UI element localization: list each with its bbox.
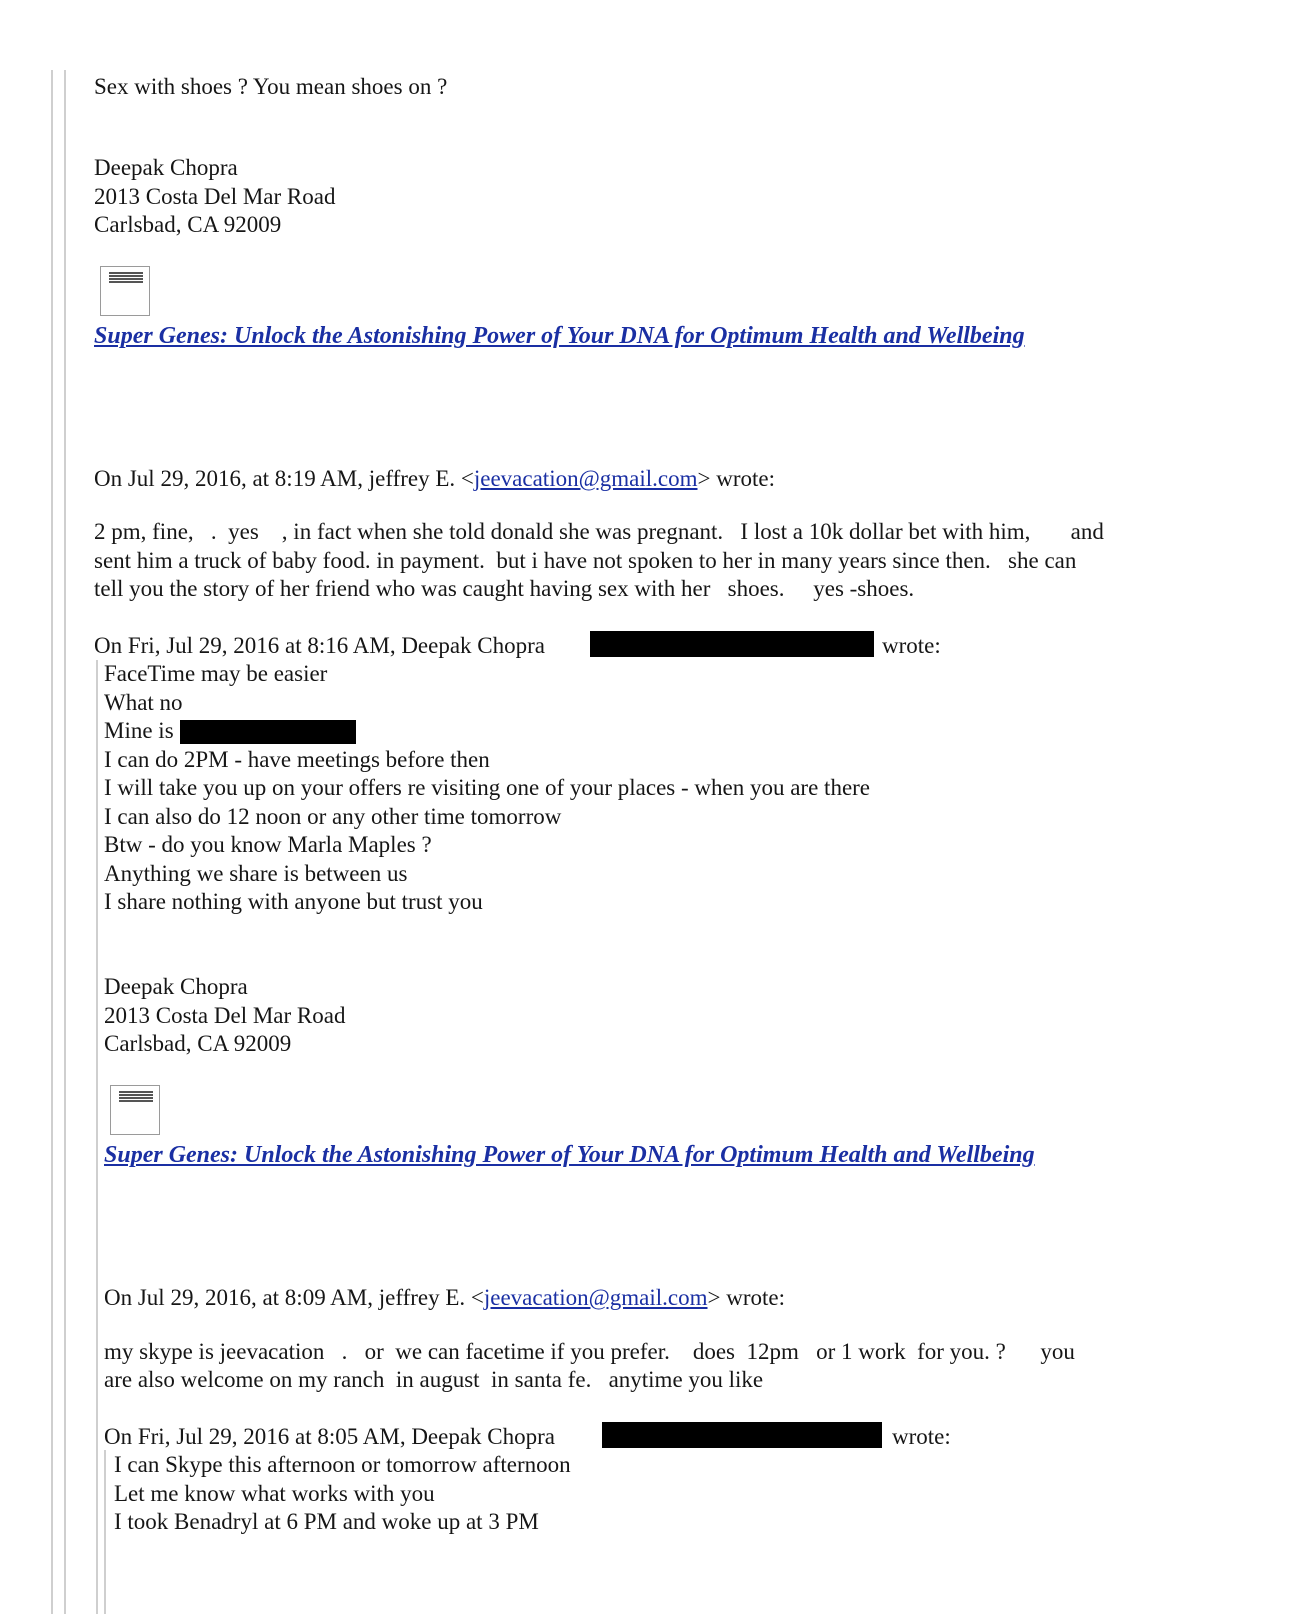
- email-link[interactable]: jeevacation@gmail.com: [483, 1285, 708, 1310]
- quote3-header-suffix: > wrote:: [707, 1285, 785, 1310]
- quote1-header-suffix: > wrote:: [697, 466, 775, 491]
- quote4-line: Let me know what works with you: [114, 1481, 435, 1506]
- signature-city: Carlsbad, CA 92009: [104, 1031, 292, 1056]
- quote2-header-suffix: wrote:: [882, 633, 941, 658]
- image-placeholder-icon: [119, 1091, 153, 1102]
- redaction-bar: [590, 631, 874, 657]
- quote3-header: [104, 1283, 785, 1312]
- quote1-body-line: sent him a truck of baby food. in payment. but i have not spoken to her in many years since then. she can: [94, 548, 1077, 573]
- top-reply: Sex with shoes ? You mean shoes on ?: [94, 74, 448, 99]
- redaction-bar: [180, 720, 356, 744]
- email-link[interactable]: jeevacation@gmail.com: [473, 466, 698, 491]
- signature-name: Deepak Chopra: [104, 974, 248, 999]
- signature-street: 2013 Costa Del Mar Road: [104, 1003, 346, 1028]
- quote4-line: I took Benadryl at 6 PM and woke up at 3 PM: [114, 1509, 539, 1534]
- quote2-line: I can also do 12 noon or any other time tomorrow: [104, 804, 562, 829]
- quote1-body-line: tell you the story of her friend who was caught having sex with her shoes. yes -shoes.: [94, 576, 915, 601]
- quote2-line: Btw - do you know Marla Maples ?: [104, 832, 432, 857]
- quote2-line: Mine is: [104, 718, 174, 743]
- signature-city: Carlsbad, CA 92009: [94, 212, 282, 237]
- quote2-line: I share nothing with anyone but trust you: [104, 889, 483, 914]
- quote1-header: [94, 464, 775, 493]
- redaction-bar: [602, 1422, 882, 1448]
- book-thumbnail-image[interactable]: [110, 1085, 160, 1135]
- quote2-header-prefix: On Fri, Jul 29, 2016 at 8:16 AM, Deepak Chopra: [94, 633, 546, 658]
- quote4-line: I can Skype this afternoon or tomorrow afternoon: [114, 1452, 571, 1477]
- signature-street: 2013 Costa Del Mar Road: [94, 184, 336, 209]
- quote3-header-prefix: On Jul 29, 2016, at 8:09 AM, jeffrey E. <: [104, 1285, 484, 1310]
- book-thumbnail-image[interactable]: [100, 266, 150, 316]
- quote3-body-line: my skype is jeevacation . or we can facetime if you prefer. does 12pm or 1 work for you. ? you: [104, 1339, 1075, 1364]
- book-link[interactable]: Super Genes: Unlock the Astonishing Power of Your DNA for Optimum Health and Wellbeing: [104, 1142, 1035, 1168]
- quote2-line: FaceTime may be easier: [104, 661, 328, 686]
- image-placeholder-icon: [109, 272, 143, 283]
- quote2-line: I can do 2PM - have meetings before then: [104, 747, 490, 772]
- quote2-line: Anything we share is between us: [104, 861, 408, 886]
- quote1-header-prefix: On Jul 29, 2016, at 8:19 AM, jeffrey E. <: [94, 466, 474, 491]
- quote-bar-inner: [64, 70, 66, 1614]
- book-link[interactable]: Super Genes: Unlock the Astonishing Power of Your DNA for Optimum Health and Wellbeing: [94, 323, 1025, 349]
- quote-bar-outer: [51, 70, 53, 1614]
- quote3-body-line: are also welcome on my ranch in august in santa fe. anytime you like: [104, 1367, 764, 1392]
- quote2-line: I will take you up on your offers re visiting one of your places - when you are there: [104, 775, 871, 800]
- quote2-line: What no: [104, 690, 183, 715]
- quote-bar-nested-2: [104, 1450, 106, 1614]
- signature-name: Deepak Chopra: [94, 155, 238, 180]
- quote4-header-prefix: On Fri, Jul 29, 2016 at 8:05 AM, Deepak Chopra: [104, 1424, 556, 1449]
- quote-bar-nested-1: [96, 660, 98, 1614]
- quote4-header-suffix: wrote:: [892, 1424, 951, 1449]
- quote1-body-line: 2 pm, fine, . yes , in fact when she told donald she was pregnant. I lost a 10k dollar bet with him, and: [94, 519, 1104, 544]
